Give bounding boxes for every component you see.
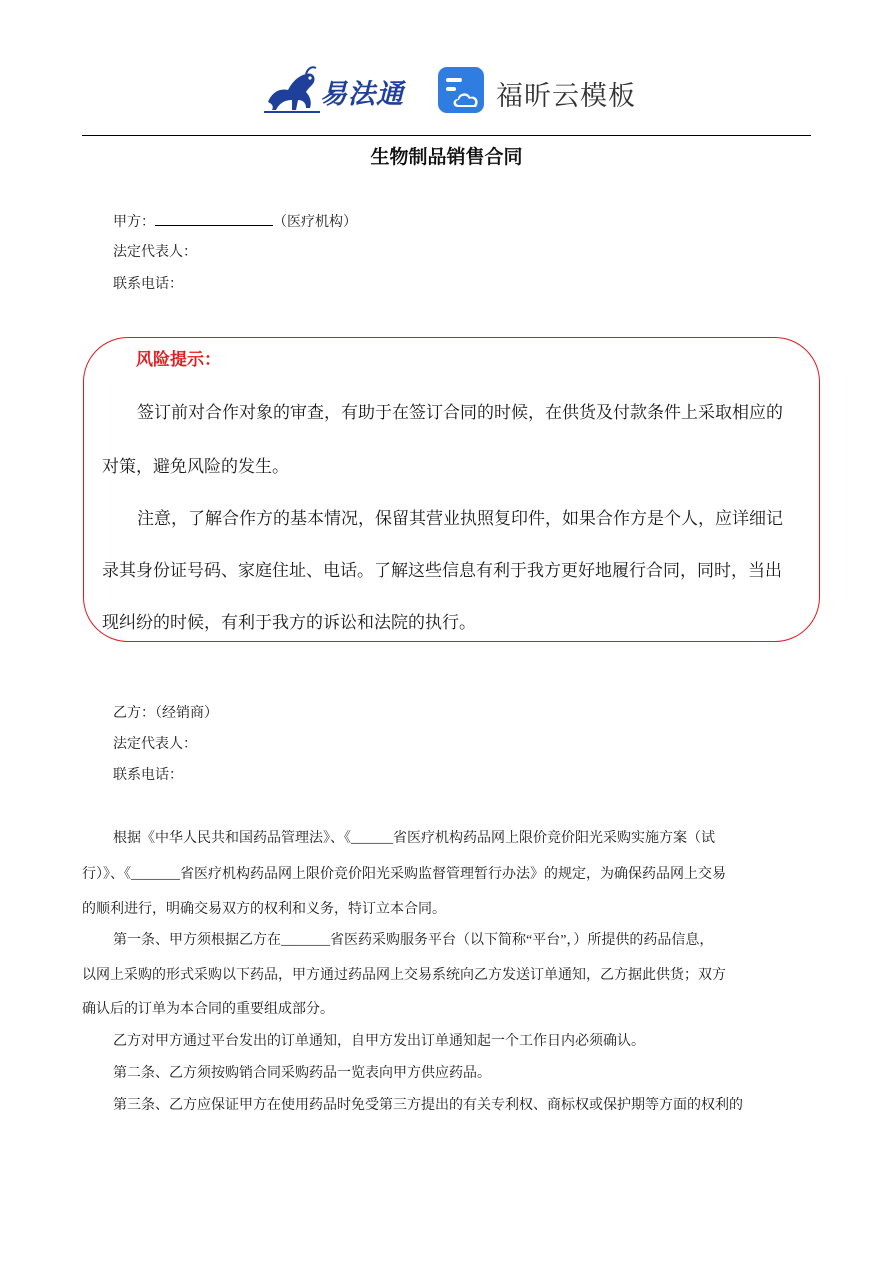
body-line: 第三条、乙方应保证甲方在使用药品时免受第三方提出的有关专利权、商标权或保护期等方面的权利的 xyxy=(113,1098,743,1113)
body-line: 以网上采购的形式采购以下药品，甲方通过药品网上交易系统向乙方发送订单通知，乙方据此供货；双方 xyxy=(82,968,726,983)
party-a-phone: 联系电话： xyxy=(113,277,183,292)
party-a-blank[interactable] xyxy=(155,211,273,226)
body-line: 确认后的订单为本合同的重要组成部分。 xyxy=(82,1002,334,1017)
body-line: 的顺利进行，明确交易双方的权利和义务，特订立本合同。 xyxy=(82,902,446,917)
yifatong-logo xyxy=(262,62,412,118)
logo2-text: 福昕云模板 xyxy=(496,81,636,111)
risk-line: 对策，避免风险的发生。 xyxy=(102,457,289,476)
body-line: 行）》、《_______省医疗机构药品网上限价竞价阳光采购监督管理暂行办法》的规定，为确保药品网上交易 xyxy=(82,867,726,882)
party-a-suffix: （医疗机构） xyxy=(273,215,357,230)
party-a-label: 甲方： xyxy=(113,215,155,230)
document-title: 生物制品销售合同 xyxy=(370,147,523,168)
header-logo-bar xyxy=(0,58,893,122)
party-b-label: 乙方：（经销商） xyxy=(113,706,218,721)
cloud-doc-icon xyxy=(436,65,486,115)
party-b-rep: 法定代表人： xyxy=(113,737,197,752)
foxit-template-logo xyxy=(436,65,636,117)
body-line: 第一条、甲方须根据乙方在_______省医药采购服务平台（以下简称“平台”，）所提供的药品信息， xyxy=(113,933,714,948)
party-b-phone: 联系电话： xyxy=(113,768,183,783)
risk-line: 录其身份证号码、家庭住址、电话。了解这些信息有利于我方更好地履行合同，同时，当出 xyxy=(102,561,782,580)
risk-line: 注意，了解合作方的基本情况，保留其营业执照复印件，如果合作方是个人，应详细记 xyxy=(137,509,783,528)
party-a-line xyxy=(113,211,357,233)
qilin-icon xyxy=(262,62,322,118)
body-line: 乙方对甲方通过平台发出的订单通知，自甲方发出订单通知起一个工作日内必须确认。 xyxy=(113,1034,645,1049)
party-a-rep: 法定代表人： xyxy=(113,245,197,260)
risk-title: 风险提示： xyxy=(136,350,221,369)
risk-warning-box xyxy=(83,337,820,642)
body-line: 第二条、乙方须按购销合同采购药品一览表向甲方供应药品。 xyxy=(113,1066,491,1081)
body-line: 根据《中华人民共和国药品管理法》、《______省医疗机构药品网上限价竞价阳光采购实施方案（试 xyxy=(113,831,715,846)
risk-line: 签订前对合作对象的审查，有助于在签订合同的时候，在供货及付款条件上采取相应的 xyxy=(137,403,783,422)
risk-line: 现纠纷的时候，有利于我方的诉讼和法院的执行。 xyxy=(102,613,476,632)
header-divider xyxy=(82,135,811,136)
logo1-text: 易法通 xyxy=(320,79,404,109)
